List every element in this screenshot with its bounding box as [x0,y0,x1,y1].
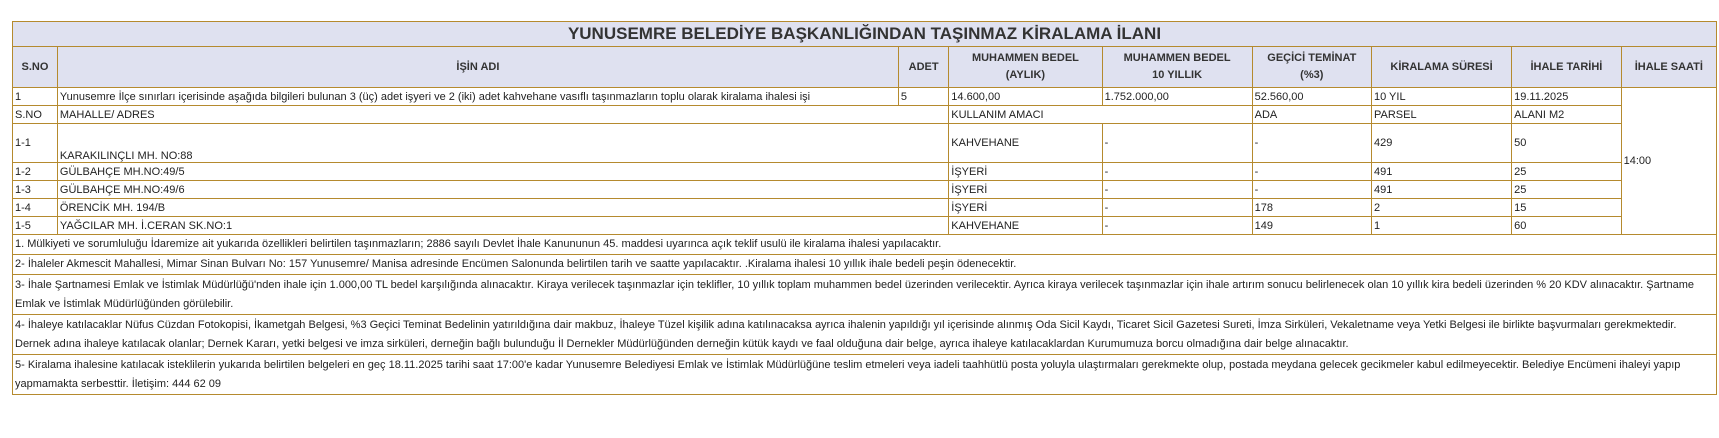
property-alan: 60 [1512,217,1622,235]
sub-header-ada: ADA [1252,106,1371,124]
header-isin-adi: İŞİN ADI [57,47,898,88]
property-adres: GÜLBAHÇE MH.NO:49/5 [57,163,948,181]
property-amac: İŞYERİ [949,181,1102,199]
note-1: 1. Mülkiyeti ve sorumluluğu İdaremize ait yukarıda özellikleri belirtilen taşınmazların; 2886 sayılı Devlet İhale Kanununun 45. maddesi uyarınca açık teklif usulü ile kiralama ihalesi yapılacaktır. [13,235,1717,255]
tender-announcement [12,21,1717,395]
note-5: 5- Kiralama ihalesine katılacak isteklilerin yukarıda belirtilen belgeleri en geç 18.11.2025 tarihi saat 17:00'e kadar Yunusemre Belediyesi Emlak ve İstimlak Müdürlüğüne teslim etmeleri veya iadeli taahhütlü posta yoluyla ulaştırmaları gerekmekte olup, postada meydana gelecek gecikmeler kabul edilmeyecektir. Belediye Encümeni ihaleyi yapıp yapmamakta serbesttir. İletişim: 444 62 09 [13,355,1717,395]
sub-header-sno: S.NO [13,106,58,124]
property-c1: - [1102,199,1252,217]
header-teminat-line2: (%3) [1300,69,1324,81]
table-row [13,163,1717,181]
main-saat: 14:00 [1621,88,1716,235]
property-sno: 1-2 [13,163,58,181]
note-4: 4- İhaleye katılacaklar Nüfus Cüzdan Fotokopisi, İkametgah Belgesi, %3 Geçici Teminat Bedelinin yatırıldığına dair makbuz, İhaleye Tüzel kişilik adına katılınacaksa ayrıca ihalenin yapıldığı yıl içerisinde alınmış Oda Sicil Kaydı, Ticaret Sicil Gazetesi Sureti, İmza Sirküleri, Vekaletname veya Yetki Belgesi ile birlikte başvurmaları gerekmektedir. Dernek adına ihaleye katılacak olanlar; Dernek Kararı, yetki belgesi ve imza sirküleri, derneğin bağlı bulunduğu İl Dernekler Müdürlüğünden derneğin kütük kaydı ve faal olduğuna dair belge, ayrıca ihaleye katılacaklardan Kurumumuza borcu olmadığına dair belge alınacaktır. [13,315,1717,355]
table-row [13,199,1717,217]
note-row-5 [13,355,1717,395]
sub-header-adres: MAHALLE/ ADRES [57,106,948,124]
property-ada: - [1252,163,1371,181]
property-ada: - [1252,124,1371,163]
header-sure: KİRALAMA SÜRESİ [1371,47,1511,88]
property-parsel: 1 [1371,217,1511,235]
sub-header-parsel: PARSEL [1371,106,1511,124]
header-adet: ADET [898,47,948,88]
table-row [13,124,1717,163]
property-sno: 1-5 [13,217,58,235]
header-sno: S.NO [13,47,58,88]
property-adres: YAĞCILAR MH. İ.CERAN SK.NO:1 [57,217,948,235]
main-sure: 10 YIL [1371,88,1511,106]
property-alan: 25 [1512,181,1622,199]
note-row-1 [13,235,1717,255]
main-row [13,88,1717,106]
sub-header-amac: KULLANIM AMACI [949,106,1252,124]
tender-table [12,21,1717,395]
property-parsel: 491 [1371,163,1511,181]
header-row [13,47,1717,88]
property-adres: ÖRENCİK MH. 194/B [57,199,948,217]
header-muhammen-aylik [949,47,1102,88]
sub-header-row [13,106,1717,124]
note-2: 2- İhaleler Akmescit Mahallesi, Mimar Sinan Bulvarı No: 157 Yunusemre/ Manisa adresinde Encümen Salonunda belirtilen tarih ve saatte yapılacaktır. .Kiralama ihalesi 10 yıllık ihale bedeli peşin ödenecektir. [13,255,1717,275]
property-c1: - [1102,124,1252,163]
header-teminat [1252,47,1371,88]
header-muhammen-aylik-line1: MUHAMMEN BEDEL [971,52,1079,64]
header-teminat-line1: GEÇİCİ TEMİNAT [1267,52,1357,64]
property-adres: KARAKILINÇLI MH. NO:88 [57,124,948,163]
property-sno: 1-1 [13,124,58,163]
property-c1: - [1102,181,1252,199]
property-ada: 178 [1252,199,1371,217]
property-c1: - [1102,163,1252,181]
table-row [13,181,1717,199]
sub-header-alan: ALANI M2 [1512,106,1622,124]
property-ada: - [1252,181,1371,199]
main-tarih: 19.11.2025 [1512,88,1622,106]
header-muhammen-10-line2: 10 YILLIK [1152,69,1203,81]
table-row [13,217,1717,235]
property-alan: 15 [1512,199,1622,217]
main-teminat: 52.560,00 [1252,88,1371,106]
property-amac: KAHVEHANE [949,217,1102,235]
property-alan: 50 [1512,124,1622,163]
property-c1: - [1102,217,1252,235]
property-amac: İŞYERİ [949,199,1102,217]
header-saat: İHALE SAATİ [1621,47,1716,88]
header-muhammen-10 [1102,47,1252,88]
note-row-4 [13,315,1717,355]
property-amac: KAHVEHANE [949,124,1102,163]
note-row-2 [13,255,1717,275]
property-parsel: 429 [1371,124,1511,163]
main-sno: 1 [13,88,58,106]
property-alan: 25 [1512,163,1622,181]
property-parsel: 2 [1371,199,1511,217]
note-row-3 [13,275,1717,315]
page-title: YUNUSEMRE BELEDİYE BAŞKANLIĞINDAN TAŞINMAZ KİRALAMA İLANI [13,22,1717,47]
note-3: 3- İhale Şartnamesi Emlak ve İstimlak Müdürlüğü'nden ihale için 1.000,00 TL bedel karşılığında alınacaktır. Kiraya verilecek taşınmazlar için teklifler, 10 yıllık toplam muhammen bedel üzerinden verilecektir. Ayrıca kiraya verilecek taşınmazlar için ihale artırım sonucu belirlenecek olan 10 yıllık kira bedeli üzerinden % 20 KDV alınacaktır. Şartname Emlak ve İstimlak Müdürlüğünden görülebilir. [13,275,1717,315]
property-sno: 1-3 [13,181,58,199]
main-isin-adi: Yunusemre İlçe sınırları içerisinde aşağıda bilgileri bulunan 3 (üç) adet işyeri ve 2 (iki) adet kahvehane vasıflı taşınmazların toplu olarak kiralama ihalesi işi [57,88,898,106]
main-adet: 5 [898,88,948,106]
property-ada: 149 [1252,217,1371,235]
property-amac: İŞYERİ [949,163,1102,181]
header-tarih: İHALE TARİHİ [1512,47,1622,88]
main-yillik: 1.752.000,00 [1102,88,1252,106]
header-muhammen-aylik-line2: (AYLIK) [1005,69,1046,81]
header-muhammen-10-line1: MUHAMMEN BEDEL [1123,52,1231,64]
property-sno: 1-4 [13,199,58,217]
property-parsel: 491 [1371,181,1511,199]
main-aylik: 14.600,00 [949,88,1102,106]
property-adres: GÜLBAHÇE MH.NO:49/6 [57,181,948,199]
